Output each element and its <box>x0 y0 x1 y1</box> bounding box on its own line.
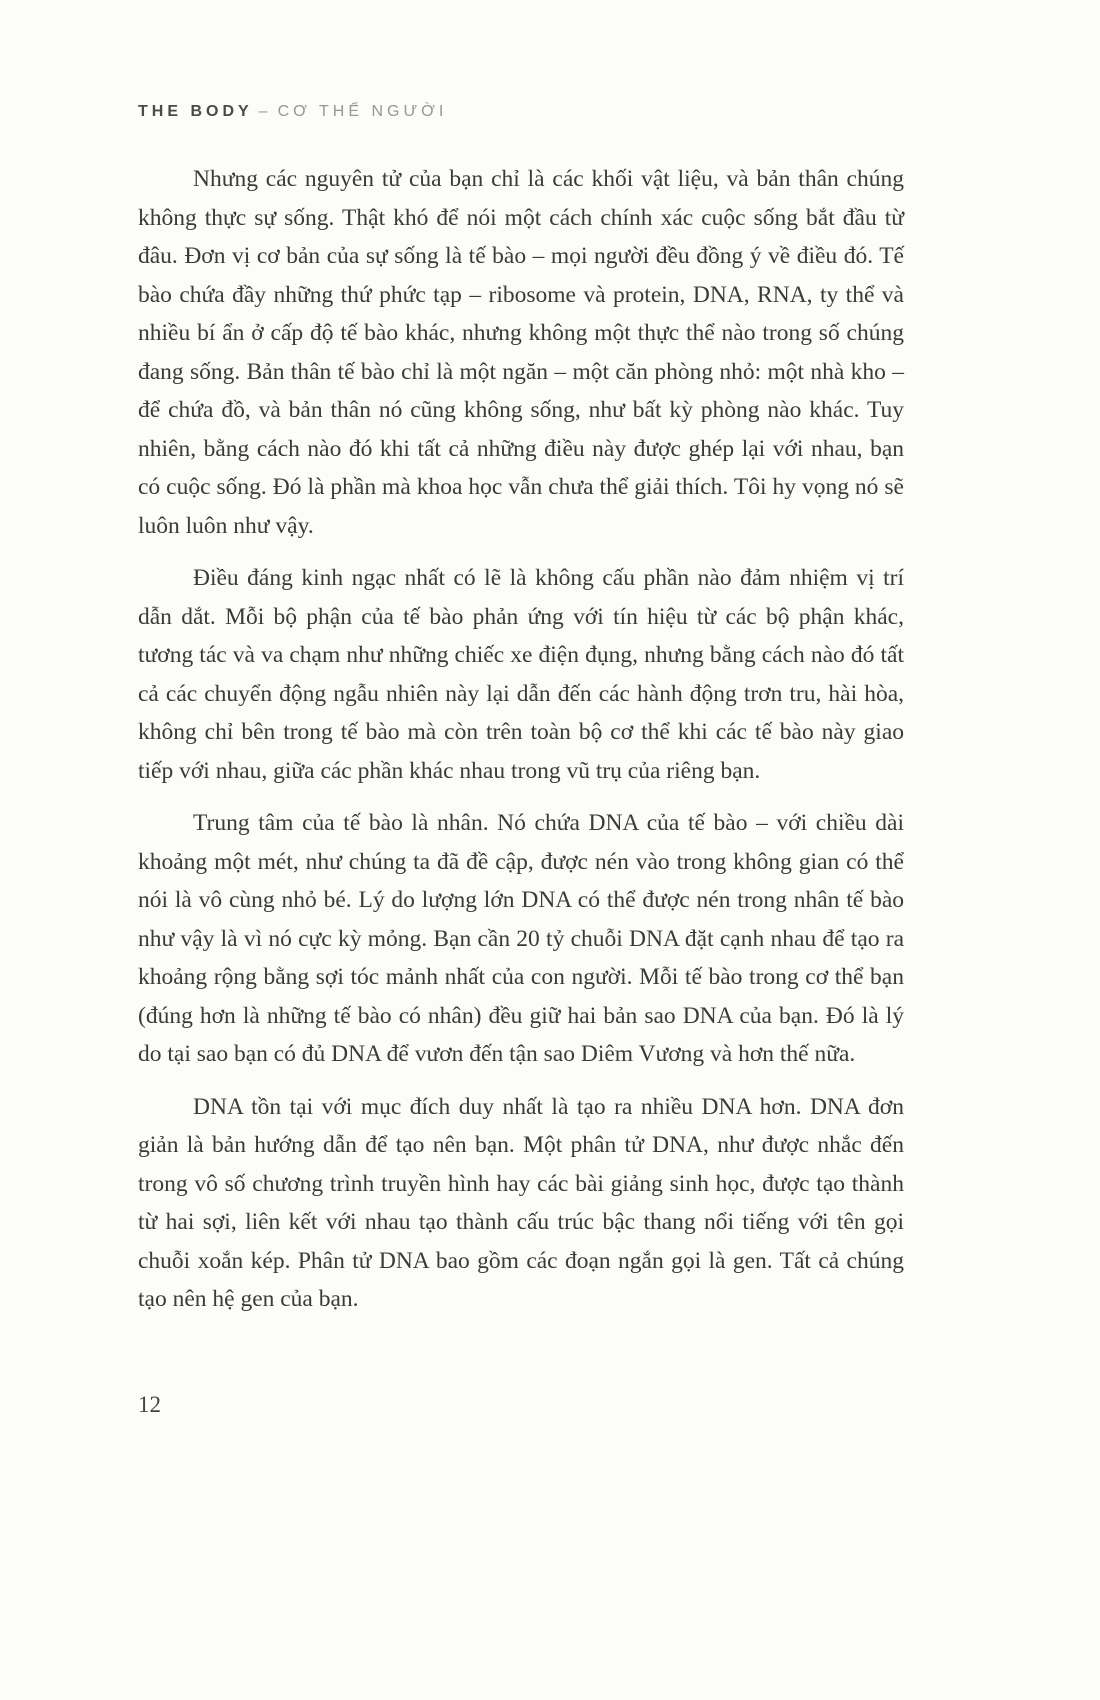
header-separator: – <box>258 103 272 120</box>
paragraph-3: Trung tâm của tế bào là nhân. Nó chứa DNA của tế bào – với chiều dài khoảng một mét, như chúng ta đã đề cập, được nén vào trong không gian có thể nói là vô cùng nhỏ bé. Lý do lượng lớn DNA có thể được nén trong nhân tế bào như vậy là vì nó cực kỳ mỏng. Bạn cần 20 tỷ chuỗi DNA đặt cạnh nhau để tạo ra khoảng rộng bằng sợi tóc mảnh nhất của con người. Mỗi tế bào trong cơ thể bạn (đúng hơn là những tế bào có nhân) đều giữ hai bản sao DNA của bạn. Đó là lý do tại sao bạn có đủ DNA để vươn đến tận sao Diêm Vương và hơn thế nữa. <box>138 810 904 1067</box>
running-header <box>138 103 447 121</box>
page-body <box>138 160 904 1333</box>
page-footer <box>138 1392 161 1418</box>
paragraph-4: DNA tồn tại với mục đích duy nhất là tạo ra nhiều DNA hơn. DNA đơn giản là bản hướng dẫn để tạo nên bạn. Một phân tử DNA, như được nhắc đến trong vô số chương trình truyền hình hay các bài giảng sinh học, được tạo thành từ hai sợi, liên kết với nhau tạo thành cấu trúc bậc thang nổi tiếng với tên gọi chuỗi xoắn kép. Phân tử DNA bao gồm các đoạn ngắn gọi là gen. Tất cả chúng tạo nên hệ gen của bạn. <box>138 1093 904 1312</box>
page-number: 12 <box>138 1392 161 1417</box>
book-subtitle: CƠ THỂ NGƯỜI <box>277 103 448 120</box>
book-title: THE BODY <box>138 103 253 120</box>
paragraph-1: Nhưng các nguyên tử của bạn chỉ là các khối vật liệu, và bản thân chúng không thực sự sống. Thật khó để nói một cách chính xác cuộc sống bắt đầu từ đâu. Đơn vị cơ bản của sự sống là tế bào – mọi người đều đồng ý về điều đó. Tế bào chứa đầy những thứ phức tạp – ribosome và protein, DNA, RNA, ty thể và nhiều bí ẩn ở cấp độ tế bào khác, nhưng không một thực thể nào trong số chúng đang sống. Bản thân tế bào chỉ là một ngăn – một căn phòng nhỏ: một nhà kho – để chứa đồ, và bản thân nó cũng không sống, như bất kỳ phòng nào khác. Tuy nhiên, bằng cách nào đó khi tất cả những điều này được ghép lại với nhau, bạn có cuộc sống. Đó là phần mà khoa học vẫn chưa thể giải thích. Tôi hy vọng nó sẽ luôn luôn như vậy. <box>138 166 904 539</box>
paragraph-2: Điều đáng kinh ngạc nhất có lẽ là không cấu phần nào đảm nhiệm vị trí dẫn dắt. Mỗi bộ phận của tế bào phản ứng với tín hiệu từ các bộ phận khác, tương tác và va chạm như những chiếc xe điện đụng, nhưng bằng cách nào đó tất cả các chuyển động ngẫu nhiên này lại dẫn đến các hành động trơn tru, hài hòa, không chỉ bên trong tế bào mà còn trên toàn bộ cơ thể khi các tế bào này giao tiếp với nhau, giữa các phần khác nhau trong vũ trụ của riêng bạn. <box>138 565 904 784</box>
